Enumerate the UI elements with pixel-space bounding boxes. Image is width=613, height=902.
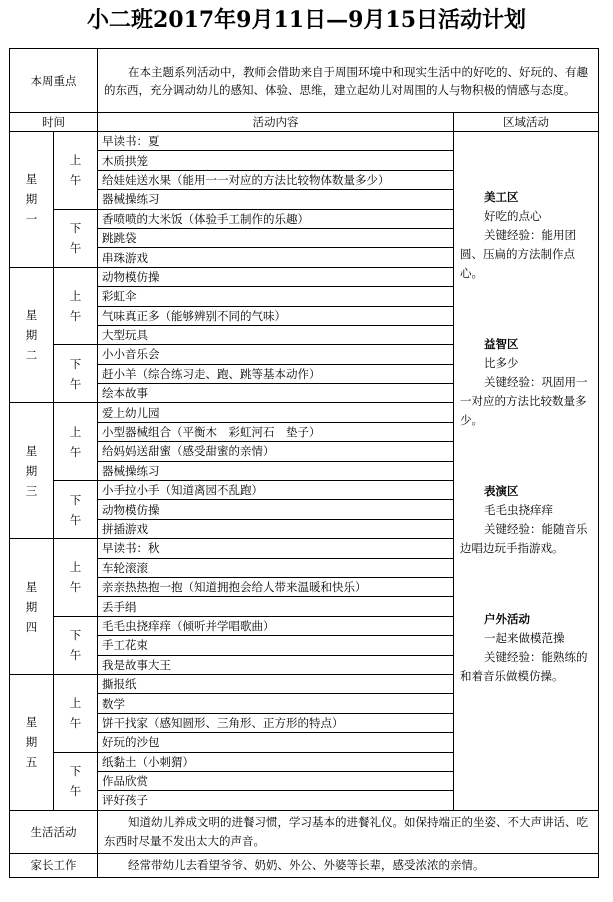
day-char: 四: [25, 619, 38, 634]
header-area: 区域活动: [454, 113, 599, 132]
half-char: 上: [69, 560, 82, 575]
activity-cell: 作品欣赏: [98, 771, 454, 790]
area-title: 美工区: [484, 190, 519, 204]
activity-cell: 我是故事大王: [98, 655, 454, 674]
activity-cell: 毛毛虫挠痒痒（倾听并学唱歌曲）: [98, 616, 454, 635]
activity-cell: 气味真正多（能够辨别不同的气味）: [98, 306, 454, 325]
activity-cell: 器械操练习: [98, 461, 454, 480]
activity-cell: 彩虹伞: [98, 287, 454, 306]
half-char: 下: [69, 492, 82, 507]
focus-label: 本周重点: [10, 49, 98, 113]
afternoon-cell: [54, 209, 98, 267]
area-key-experience: 关键经验：能用团圆、压扁的方法制作点心。: [460, 228, 576, 280]
activity-cell: 赶小羊（综合练习走、跑、跳等基本动作）: [98, 364, 454, 383]
area-block: [460, 610, 594, 686]
half-char: 午: [69, 716, 82, 731]
day-char: 期: [25, 192, 38, 207]
activity-cell: 爱上幼儿园: [98, 403, 454, 422]
activity-cell: 器械操练习: [98, 190, 454, 209]
activity-cell: 给妈妈送甜蜜（感受甜蜜的亲情）: [98, 442, 454, 461]
activity-cell: 亲亲热热抱一抱（知道拥抱会给人带来温暖和快乐）: [98, 577, 454, 596]
activity-cell: 给娃娃送水果（能用一一对应的方法比较物体数量多少）: [98, 170, 454, 189]
activity-cell: 动物模仿操: [98, 267, 454, 286]
morning-cell: [54, 674, 98, 752]
activity-cell: 小小音乐会: [98, 345, 454, 364]
day-char: 期: [25, 328, 38, 343]
day-char: 星: [25, 715, 38, 730]
day-char: 期: [25, 599, 38, 614]
activity-cell: 跳跳袋: [98, 228, 454, 247]
activity-cell: 早读书：秋: [98, 539, 454, 558]
day-cell: [10, 132, 54, 268]
focus-text: 在本主题系列活动中，教师会借助来自于周围环境中和现实生活中的好吃的、好玩的、有趣的东西，充分调动幼儿的感知、体验、思维，建立起幼儿对周围的人与物积极的情感与态度。: [98, 49, 599, 113]
day-cell: [10, 403, 54, 539]
morning-cell: [54, 539, 98, 617]
afternoon-cell: [54, 481, 98, 539]
day-char: 期: [25, 735, 38, 750]
area-title: 户外活动: [484, 612, 530, 626]
focus-row: [10, 49, 599, 113]
afternoon-cell: [54, 616, 98, 674]
parent-row: [10, 853, 599, 877]
area-activity: 比多少: [484, 356, 519, 370]
header-content: 活动内容: [98, 113, 454, 132]
activity-cell: 串珠游戏: [98, 248, 454, 267]
activity-cell: 手工花束: [98, 636, 454, 655]
activity-cell: 绘本故事: [98, 384, 454, 403]
area-activities: [454, 132, 599, 811]
day-cell: [10, 267, 54, 403]
half-char: 下: [69, 764, 82, 779]
life-label: 生活活动: [10, 810, 98, 853]
area-key-experience: 关键经验：巩固用一一对应的方法比较数量多少。: [460, 375, 588, 427]
area-activity: 毛毛虫挠痒痒: [484, 503, 553, 517]
parent-text: 经常带幼儿去看望爷爷、奶奶、外公、外婆等长辈，感受浓浓的亲情。: [98, 853, 599, 877]
day-char: 期: [25, 463, 38, 478]
half-char: 午: [69, 784, 82, 799]
activity-cell: 早读书：夏: [98, 132, 454, 151]
day-char: 二: [25, 348, 38, 363]
activity-cell: 纸黏土（小刺猬）: [98, 752, 454, 771]
activity-cell: 小手拉小手（知道离园不乱跑）: [98, 481, 454, 500]
half-char: 上: [69, 289, 82, 304]
afternoon-cell: [54, 752, 98, 810]
plan-table: [9, 48, 599, 878]
day-char: 三: [25, 483, 38, 498]
day-char: 一: [25, 212, 38, 227]
parent-label: 家长工作: [10, 853, 98, 877]
half-char: 午: [69, 512, 82, 527]
activity-cell: 评好孩子: [98, 791, 454, 810]
half-char: 下: [69, 628, 82, 643]
header-time: 时间: [10, 113, 98, 132]
half-char: 午: [69, 444, 82, 459]
half-char: 下: [69, 356, 82, 371]
half-char: 上: [69, 153, 82, 168]
page-title: 小二班2017年9月11日—9月15日活动计划: [86, 7, 527, 33]
area-key-experience: 关键经验：能随音乐边唱边玩手指游戏。: [460, 522, 588, 555]
day-char: 星: [25, 172, 38, 187]
life-row: [10, 810, 599, 853]
morning-cell: [54, 267, 98, 345]
activity-cell: 饼干找家（感知圆形、三角形、正方形的特点）: [98, 713, 454, 732]
day-char: 星: [25, 443, 38, 458]
morning-cell: [54, 132, 98, 210]
half-char: 上: [69, 696, 82, 711]
area-block: [460, 335, 594, 430]
half-char: 午: [69, 309, 82, 324]
half-char: 午: [69, 173, 82, 188]
header-row: [10, 113, 599, 132]
activity-cell: 撕报纸: [98, 674, 454, 693]
activity-cell: 木质拱笼: [98, 151, 454, 170]
half-char: 上: [69, 424, 82, 439]
half-char: 下: [69, 221, 82, 236]
day-char: 五: [25, 755, 38, 770]
half-char: 午: [69, 376, 82, 391]
day-char: 星: [25, 579, 38, 594]
activity-cell: 大型玩具: [98, 325, 454, 344]
morning-cell: [54, 403, 98, 481]
activity-cell: 小型器械组合（平衡木 彩虹河石 垫子）: [98, 422, 454, 441]
area-block: [460, 482, 594, 558]
activity-cell: 好玩的沙包: [98, 733, 454, 752]
activity-cell: 丢手绢: [98, 597, 454, 616]
area-block: [460, 188, 594, 283]
half-char: 午: [69, 580, 82, 595]
day-cell: [10, 674, 54, 810]
life-text: 知道幼儿养成文明的进餐习惯，学习基本的进餐礼仪。如保持端正的坐姿、不大声讲话、吃东西时尽量不发出太大的声音。: [98, 810, 599, 853]
activity-cell: 数学: [98, 694, 454, 713]
half-char: 午: [69, 241, 82, 256]
area-title: 益智区: [484, 337, 519, 351]
half-char: 午: [69, 648, 82, 663]
area-title: 表演区: [484, 484, 519, 498]
area-key-experience: 关键经验：能熟练的和着音乐做模仿操。: [460, 650, 588, 683]
activity-cell: 车轮滚滚: [98, 558, 454, 577]
activity-cell: 香喷喷的大米饭（体验手工制作的乐趣）: [98, 209, 454, 228]
activity-row: [10, 132, 599, 151]
activity-cell: 拼插游戏: [98, 519, 454, 538]
day-cell: [10, 539, 54, 675]
area-activity: 好吃的点心: [484, 209, 542, 223]
day-char: 星: [25, 308, 38, 323]
area-activity: 一起来做模范操: [484, 631, 565, 645]
afternoon-cell: [54, 345, 98, 403]
activity-cell: 动物模仿操: [98, 500, 454, 519]
